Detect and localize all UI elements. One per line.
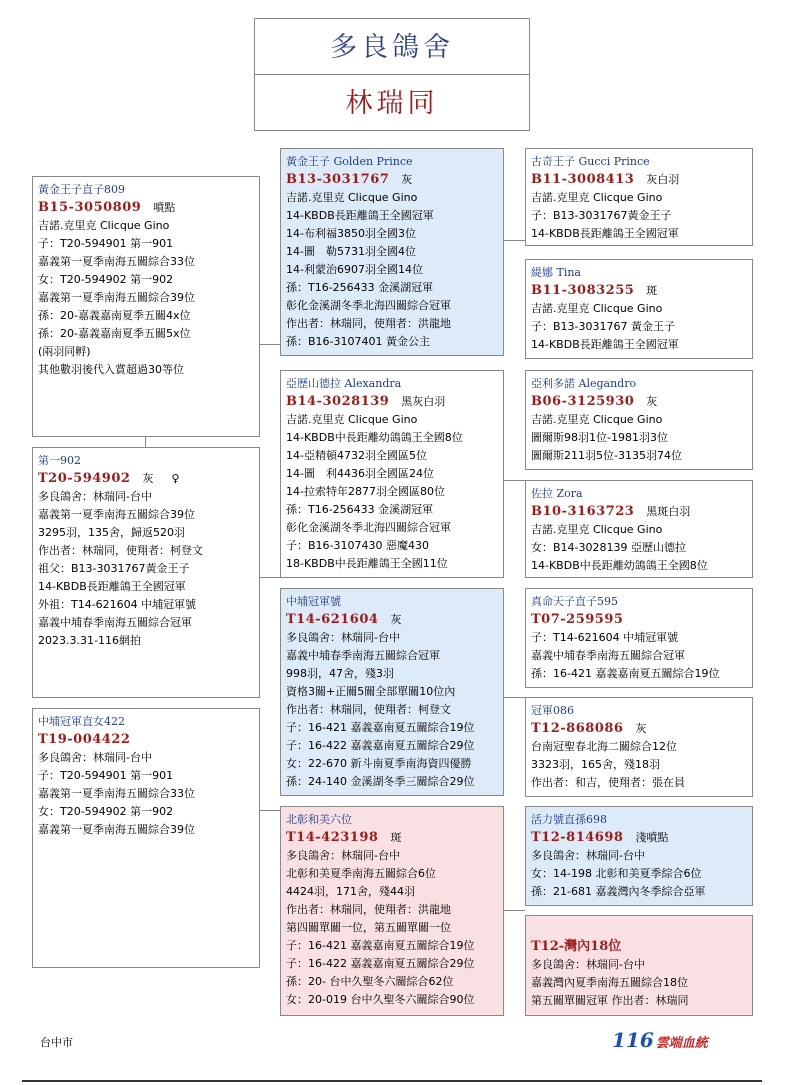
info-line: 14-拉索特年2877羽全國區80位	[286, 485, 445, 498]
info-line: 子：B13-3031767 黃金王子	[531, 320, 675, 333]
info-line: 14-KBDB長距離鴿王全國冠軍	[38, 580, 186, 593]
info-line: 子：16-422 嘉義嘉南夏五關綜合29位	[286, 957, 475, 970]
info-line: 孫：T16-256433 金溪湖冠軍	[286, 281, 434, 294]
sire-card	[280, 148, 504, 356]
ring-number: T12-814698 淺噴點	[531, 830, 669, 845]
info-line: 孫：21-681 嘉義灣內冬季綜合亞軍	[531, 885, 706, 898]
info-line: 孫：T16-256433 金溪湖冠軍	[286, 503, 434, 516]
info-line: 多良鴿舍：林瑞同-台中	[531, 958, 645, 971]
info-line: 14-KBDB中長距離幼鴿鴿王全國8位	[286, 431, 463, 444]
info-line: 嘉義第一夏季南海五關綜合39位	[38, 508, 195, 521]
sire-dam-card	[525, 259, 753, 359]
info-line: 孫：16-421 嘉義嘉南夏五關綜合19位	[531, 667, 720, 680]
info-line: 嘉義中埔春季南海五關綜合冠軍	[531, 649, 685, 662]
zhongpu-sire-card	[525, 588, 753, 688]
feather-color: 灰	[635, 722, 647, 735]
info-line: 吉諾.克里克 Clicque Gino	[38, 219, 170, 232]
info-line: 第四關單關一位，第五關單關一位	[286, 921, 451, 934]
ring-number: T14-621604 灰	[286, 612, 402, 627]
info-line: 彰化金溪湖冬季北海四關綜合冠軍	[286, 521, 451, 534]
brand-logo	[612, 1028, 708, 1052]
connector	[145, 437, 146, 447]
feather-color: 黑灰白羽	[401, 395, 446, 408]
info-line: 女：22-670 新斗南夏季南海資四優勝	[286, 757, 472, 770]
info-line: 彰化金溪湖冬季北海四關綜合冠軍	[286, 299, 451, 312]
owner-name: 林瑞同	[345, 88, 439, 119]
card-title: 古奇王子 Gucci Prince	[531, 155, 650, 168]
beizhang-dam-card	[525, 915, 753, 1016]
connector	[504, 910, 525, 911]
card-title: 第一902	[38, 454, 81, 467]
card-title: 佐拉 Zora	[531, 487, 583, 500]
dam-sire-card	[525, 370, 753, 470]
info-line: 14-利蒙治6907羽全國14位	[286, 263, 423, 276]
info-line: 子：16-421 嘉義嘉南夏五關綜合19位	[286, 721, 475, 734]
info-line: 多良鴿舍：林瑞同-台中	[286, 631, 400, 644]
owner-name-box	[254, 74, 530, 131]
ring-number: B14-3028139 黑灰白羽	[286, 394, 446, 409]
ring-number: T12-868086 灰	[531, 721, 647, 736]
card-title: 黃金王子直子809	[38, 183, 125, 196]
info-line: 女：20-019 台中久聖冬六關綜合90位	[286, 993, 475, 1006]
connector	[260, 344, 280, 345]
subject-card	[32, 176, 260, 437]
card-title: 亞利多諾 Alegandro	[531, 377, 637, 390]
dam-dam-card	[525, 480, 753, 578]
info-line: 外祖：T14-621604 中埔冠軍號	[38, 598, 197, 611]
info-line: 吉諾.克里克 Clicque Gino	[531, 413, 663, 426]
info-line: 子：T20-594901 第一901	[38, 237, 174, 250]
sibling-422-card	[32, 708, 260, 968]
ring-number: T07-259595	[531, 612, 624, 627]
info-line: 嘉義第一夏季南海五關綜合39位	[38, 823, 195, 836]
info-line: 孫：24-140 金溪湖冬季三關綜合29位	[286, 775, 475, 788]
info-line: 第五關單關冠軍 作出者：林瑞同	[531, 994, 689, 1007]
card-title: 中埔冠軍號	[286, 595, 341, 608]
info-line: 吉諾.克里克 Clicque Gino	[531, 302, 663, 315]
ring-number: B10-3163723 黑斑白羽	[531, 504, 691, 519]
feather-color: 淺噴點	[635, 831, 669, 844]
info-line: 資格3關+正關5關全部單關10位內	[286, 685, 456, 698]
info-line: 子：T14-621604 中埔冠軍號	[531, 631, 679, 644]
ring-number: B11-3083255 斑	[531, 283, 658, 298]
card-title: 亞歷山德拉 Alexandra	[286, 377, 402, 390]
info-line: 14-KBDB長距離鴿王全國冠軍	[531, 338, 679, 351]
logo-text: 雲端血統	[655, 1036, 708, 1051]
ring-number: B13-3031767 灰	[286, 172, 413, 187]
sibling-902-card	[32, 447, 260, 698]
connector	[504, 697, 525, 698]
info-line: 北彰和美夏季南海五關綜合6位	[286, 867, 436, 880]
zhongpu-champion-card	[280, 588, 504, 796]
card-title: 黃金王子 Golden Prince	[286, 155, 413, 168]
zhongpu-dam-card	[525, 697, 753, 797]
info-line: 多良鴿舍：林瑞同-台中	[38, 490, 152, 503]
info-line: 圖爾斯98羽1位-1981羽3位	[531, 431, 668, 444]
card-title: 中埔冠軍直女422	[38, 715, 125, 728]
bottom-rule	[22, 1080, 762, 1082]
info-line: 孫：20-嘉義嘉南夏季五關4x位	[38, 309, 191, 322]
info-line: 吉諾.克里克 Clicque Gino	[531, 191, 663, 204]
ring-number: B11-3008413 灰白羽	[531, 172, 680, 187]
info-line: 祖父：B13-3031767黃金王子	[38, 562, 190, 575]
info-line: 嘉義灣內夏季南海五關綜合18位	[531, 976, 688, 989]
ring-number: T12-灣內18位	[531, 939, 622, 954]
info-line: 14-亞精頓4732羽全國區5位	[286, 449, 427, 462]
connector	[260, 810, 280, 811]
card-title: 北彰和美六位	[286, 813, 352, 826]
info-line: 作出者：林瑞同，使翔者：柯登文	[286, 703, 451, 716]
info-line: 998羽，47舍，殘3羽	[286, 667, 394, 680]
info-line: 女：B14-3028139 亞歷山德拉	[531, 541, 686, 554]
feather-color: 灰白羽	[646, 173, 680, 186]
info-line: 14-布利福3850羽全國3位	[286, 227, 416, 240]
info-line: 吉諾.克里克 Clicque Gino	[531, 523, 663, 536]
loft-name-box	[254, 18, 530, 75]
female-icon: ♀	[171, 472, 180, 485]
feather-color: 斑	[390, 831, 402, 844]
info-line: 子：T20-594901 第一901	[38, 769, 174, 782]
info-line: 嘉義第一夏季南海五關綜合33位	[38, 787, 195, 800]
beizhang-card	[280, 806, 504, 1016]
feather-color: 灰	[646, 395, 658, 408]
info-line: 女：T20-594902 第一902	[38, 273, 174, 286]
ring-number: T20-594902 灰 ♀	[38, 471, 180, 486]
info-line: 孫：B16-3107401 黃金公主	[286, 335, 430, 348]
info-line: 吉諾.克里克 Clicque Gino	[286, 191, 418, 204]
info-line: 子：16-422 嘉義嘉南夏五關綜合29位	[286, 739, 475, 752]
info-line: 子：B13-3031767黃金王子	[531, 209, 672, 222]
ring-number: T19-004422	[38, 732, 131, 747]
info-line: 孫：20- 台中久聖冬六關綜合62位	[286, 975, 454, 988]
info-line: 多良鴿舍：林瑞同-台中	[286, 849, 400, 862]
info-line: 嘉義中埔春季南海五關綜合冠軍	[38, 616, 192, 629]
connector	[260, 577, 280, 578]
ring-number: B15-3050809 噴點	[38, 200, 176, 215]
sire-sire-card	[525, 148, 753, 246]
info-line: 台南冠聖春北海二關綜合12位	[531, 740, 677, 753]
loft-name: 多良鴿舍	[330, 32, 454, 63]
feather-color: 噴點	[153, 201, 176, 214]
dam-card	[280, 370, 504, 578]
info-line: 女：14-198 北彰和美夏季綜合6位	[531, 867, 702, 880]
card-title: 冠軍086	[531, 704, 574, 717]
card-title: 緹娜 Tina	[531, 266, 581, 279]
info-line: 其他數羽後代入賞超過30等位	[38, 363, 184, 376]
info-line: 14-圖 勒5731羽全國4位	[286, 245, 416, 258]
feather-color: 灰	[390, 613, 402, 626]
info-line: 女：T20-594902 第一902	[38, 805, 174, 818]
info-line: 吉諾.克里克 Clicque Gino	[286, 413, 418, 426]
info-line: 子：16-421 嘉義嘉南夏五關綜合19位	[286, 939, 475, 952]
info-line: 多良鴿舍：林瑞同-台中	[38, 751, 152, 764]
info-line: 嘉義中埔春季南海五關綜合冠軍	[286, 649, 440, 662]
info-line: 4424羽，171舍，殘44羽	[286, 885, 415, 898]
feather-color: 斑	[646, 284, 658, 297]
info-line: (兩羽同孵)	[38, 345, 91, 358]
connector	[504, 480, 525, 481]
info-line: 孫：20-嘉義嘉南夏季五關5x位	[38, 327, 191, 340]
info-line: 作出者：林瑞同，使翔者：柯登文	[38, 544, 203, 557]
feather-color: 灰	[401, 173, 413, 186]
info-line: 子：B16-3107430 惡魔430	[286, 539, 429, 552]
ring-number: B06-3125930 灰	[531, 394, 658, 409]
connector	[504, 240, 525, 241]
info-line: 3295羽，135舍，歸返520羽	[38, 526, 185, 539]
info-line: 多良鴿舍：林瑞同-台中	[531, 849, 645, 862]
info-line: 作出者：和吉，使翔者：張在員	[531, 776, 685, 789]
beizhang-sire-card	[525, 806, 753, 906]
info-line: 14-圖 利4436羽全國區24位	[286, 467, 434, 480]
info-line: 嘉義第一夏季南海五關綜合33位	[38, 255, 195, 268]
logo-number: 116	[612, 1028, 654, 1052]
info-line: 18-KBDB中長距離鴿王全國11位	[286, 557, 448, 570]
card-title: 活力號直孫698	[531, 813, 607, 826]
info-line: 14-KBDB中長距離幼鴿鴿王全國8位	[531, 559, 708, 572]
info-line: 14-KBDB長距離鴿王全國冠軍	[531, 227, 679, 240]
card-title: 真命天子直子595	[531, 595, 618, 608]
info-line: 2023.3.31-116網拍	[38, 634, 141, 647]
ring-number: T14-423198 斑	[286, 830, 402, 845]
feather-color: 灰	[142, 472, 154, 485]
info-line: 14-KBDB長距離鴿王全國冠軍	[286, 209, 434, 222]
info-line: 3323羽，165舍，殘18羽	[531, 758, 660, 771]
info-line: 圖爾斯211羽5位-3135羽74位	[531, 449, 682, 462]
feather-color: 黑斑白羽	[646, 505, 691, 518]
info-line: 作出者：林瑞同，使翔者：洪龍地	[286, 317, 451, 330]
footer-city: 台中市	[40, 1036, 73, 1049]
info-line: 作出者：林瑞同，使翔者：洪龍地	[286, 903, 451, 916]
info-line: 嘉義第一夏季南海五關綜合39位	[38, 291, 195, 304]
